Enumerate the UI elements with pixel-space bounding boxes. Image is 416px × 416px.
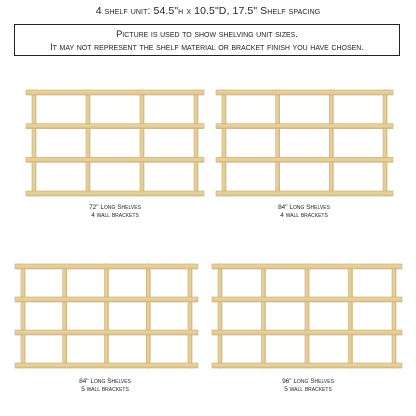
wall-bracket-shade (191, 264, 192, 368)
wall-bracket-shade (197, 90, 198, 196)
shelf-board-edge (26, 127, 204, 128)
shelf-board-edge (216, 161, 393, 162)
shelf-board-edge (26, 161, 204, 162)
shelf-board-edge (212, 301, 402, 302)
shelf-unit-illustration (212, 262, 402, 370)
disclaimer-line-1: Picture is used to show shelving unit sizes. (116, 29, 298, 39)
wall-bracket-shade (386, 90, 387, 196)
shelf-unit-caption (248, 378, 368, 394)
wall-bracket-shade (332, 90, 333, 196)
wall-bracket-shade (107, 264, 108, 368)
wall-bracket-shade (66, 264, 67, 368)
wall-bracket-shade (308, 264, 309, 368)
shelf-unit-72in-4-brackets (26, 88, 204, 198)
shelf-unit-illustration (216, 88, 393, 198)
bracket-count-label: 5 wall brackets (284, 386, 332, 393)
wall-bracket-shade (221, 264, 222, 368)
shelf-unit-caption (45, 378, 165, 394)
shelf-unit-illustration (15, 262, 198, 370)
shelf-unit-84in-5-brackets (15, 262, 198, 370)
shelf-unit-caption (55, 204, 175, 220)
page-title: 4 shelf unit: 54.5"h x 10.5"D, 17.5" Shelf spacing (95, 5, 321, 17)
shelf-board-edge (212, 334, 402, 335)
bracket-count-label: 4 wall brackets (280, 212, 328, 219)
shelf-board-edge (26, 94, 204, 95)
wall-bracket-shade (24, 264, 25, 368)
shelf-board-edge (216, 195, 393, 196)
disclaimer-box (14, 24, 400, 56)
shelf-board-edge (15, 367, 198, 368)
shelf-length-label: 84" Long Shelves (278, 204, 330, 211)
shelf-unit-84in-4-brackets (216, 88, 393, 198)
shelf-length-label: 72" Long Shelves (89, 204, 141, 211)
wall-bracket-shade (89, 90, 90, 196)
shelf-board-edge (216, 127, 393, 128)
wall-bracket-shade (225, 90, 226, 196)
wall-bracket-shade (149, 264, 150, 368)
wall-bracket-shade (35, 90, 36, 196)
shelf-board-edge (26, 195, 204, 196)
bracket-count-label: 4 wall brackets (91, 212, 139, 219)
shelf-board-edge (216, 94, 393, 95)
shelf-board-edge (212, 367, 402, 368)
shelf-board-edge (212, 268, 402, 269)
shelf-length-label: 96" Long Shelves (282, 378, 334, 385)
disclaimer-line-2: It may not represent the shelf material or bracket finish you have chosen. (50, 42, 364, 52)
shelf-unit-caption (244, 204, 364, 220)
shelf-unit-96in-5-brackets (212, 262, 402, 370)
shelf-board-edge (15, 334, 198, 335)
wall-bracket-shade (264, 264, 265, 368)
shelf-unit-illustration (26, 88, 204, 198)
shelf-board-edge (15, 268, 198, 269)
wall-bracket-shade (395, 264, 396, 368)
wall-bracket-shade (278, 90, 279, 196)
shelf-length-label: 84" Long Shelves (79, 378, 131, 385)
shelf-board-edge (15, 301, 198, 302)
bracket-count-label: 5 wall brackets (81, 386, 129, 393)
wall-bracket-shade (143, 90, 144, 196)
wall-bracket-shade (351, 264, 352, 368)
